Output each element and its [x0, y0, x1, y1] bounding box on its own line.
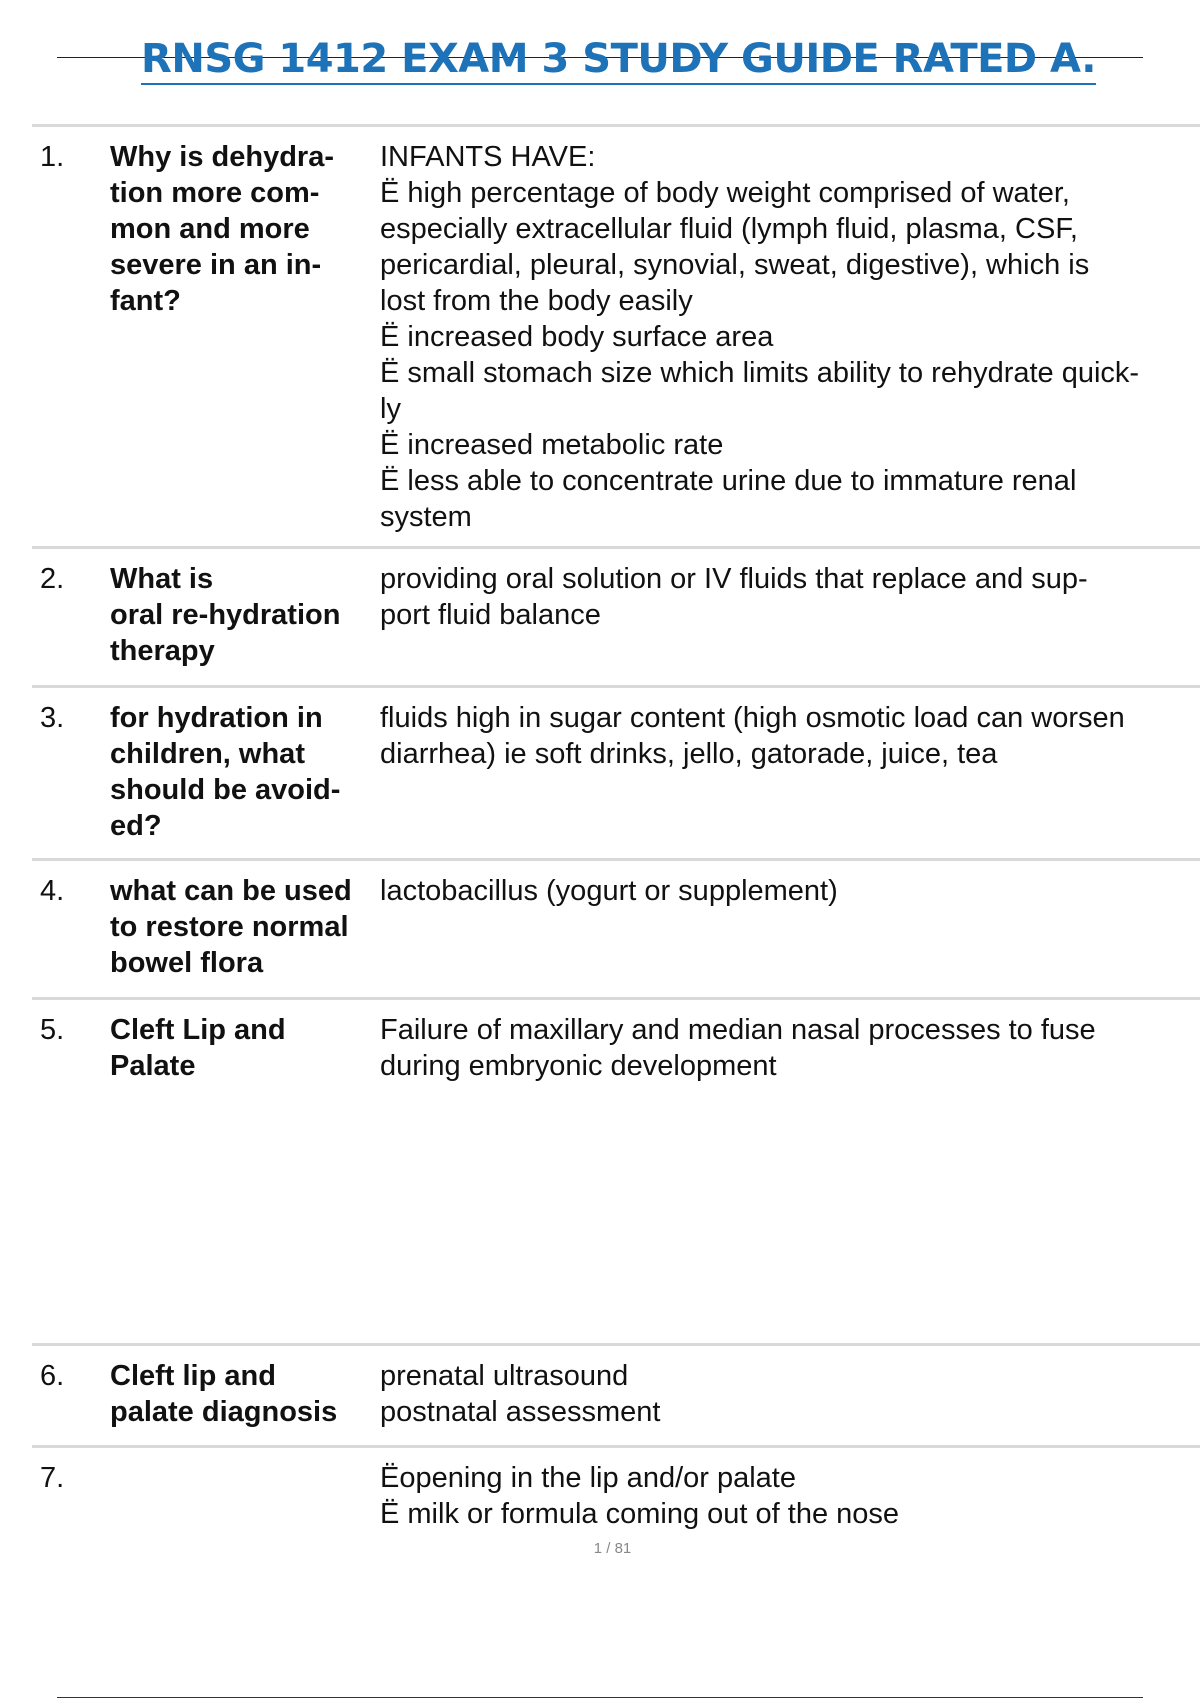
- question-text: for hydration in children, what should be avoid- ed?: [110, 702, 341, 842]
- document-title: [0, 36, 1200, 82]
- answer-text: Failure of maxillary and median nasal processes to fuse during embryonic development: [380, 1014, 1096, 1082]
- row-number: 7.: [40, 1462, 65, 1494]
- qa-table: [32, 124, 1200, 1545]
- answer-text: lactobacillus (yogurt or supplement): [380, 875, 838, 907]
- table-row: [32, 685, 1200, 858]
- row-number: 6.: [40, 1360, 65, 1392]
- table-row: [32, 124, 1200, 546]
- question-text: What is oral re-hydration therapy: [110, 563, 341, 667]
- row-number: 2.: [40, 563, 65, 595]
- question-text: Cleft lip and palate diagnosis: [110, 1360, 338, 1428]
- question-text: Cleft Lip and Palate: [110, 1014, 286, 1082]
- table-row: [32, 858, 1200, 997]
- row-number: 3.: [40, 702, 65, 734]
- answer-text: prenatal ultrasound postnatal assessment: [380, 1360, 661, 1428]
- table-row: [32, 997, 1200, 1343]
- row-number: 4.: [40, 875, 65, 907]
- document-title-text: RNSG 1412 EXAM 3 STUDY GUIDE RATED A.: [141, 36, 1096, 85]
- question-text: what can be used to restore normal bowel flora: [110, 875, 352, 979]
- answer-text: fluids high in sugar content (high osmotic load can worsen diarrhea) ie soft drinks, jello, gatorade, juice, tea: [380, 702, 1125, 770]
- table-row: [32, 1343, 1200, 1445]
- answer-text: INFANTS HAVE: Ë high percentage of body weight comprised of water, especially extracellular fluid (lymph fluid, plasma, CSF, pericardial, pleural, synovial, sweat, digestive), which is lost from the body easily Ë increased body surface area Ë small stomach size which limits ability to rehydrate quick- ly Ë increased metabolic rate Ë less able to concentrate urine due to immature renal system: [380, 141, 1140, 533]
- question-text: Why is dehydra- tion more com- mon and more severe in an in- fant?: [110, 141, 334, 317]
- answer-text: Ëopening in the lip and/or palate Ë milk or formula coming out of the nose: [380, 1462, 900, 1530]
- table-row: [32, 546, 1200, 685]
- row-number: 5.: [40, 1014, 65, 1046]
- page-number: 1 / 81: [593, 1540, 632, 1557]
- row-number: 1.: [40, 141, 65, 173]
- answer-text: providing oral solution or IV fluids that replace and sup- port fluid balance: [380, 563, 1088, 631]
- table-row: [32, 1445, 1200, 1545]
- bottom-rule: [57, 1697, 1143, 1698]
